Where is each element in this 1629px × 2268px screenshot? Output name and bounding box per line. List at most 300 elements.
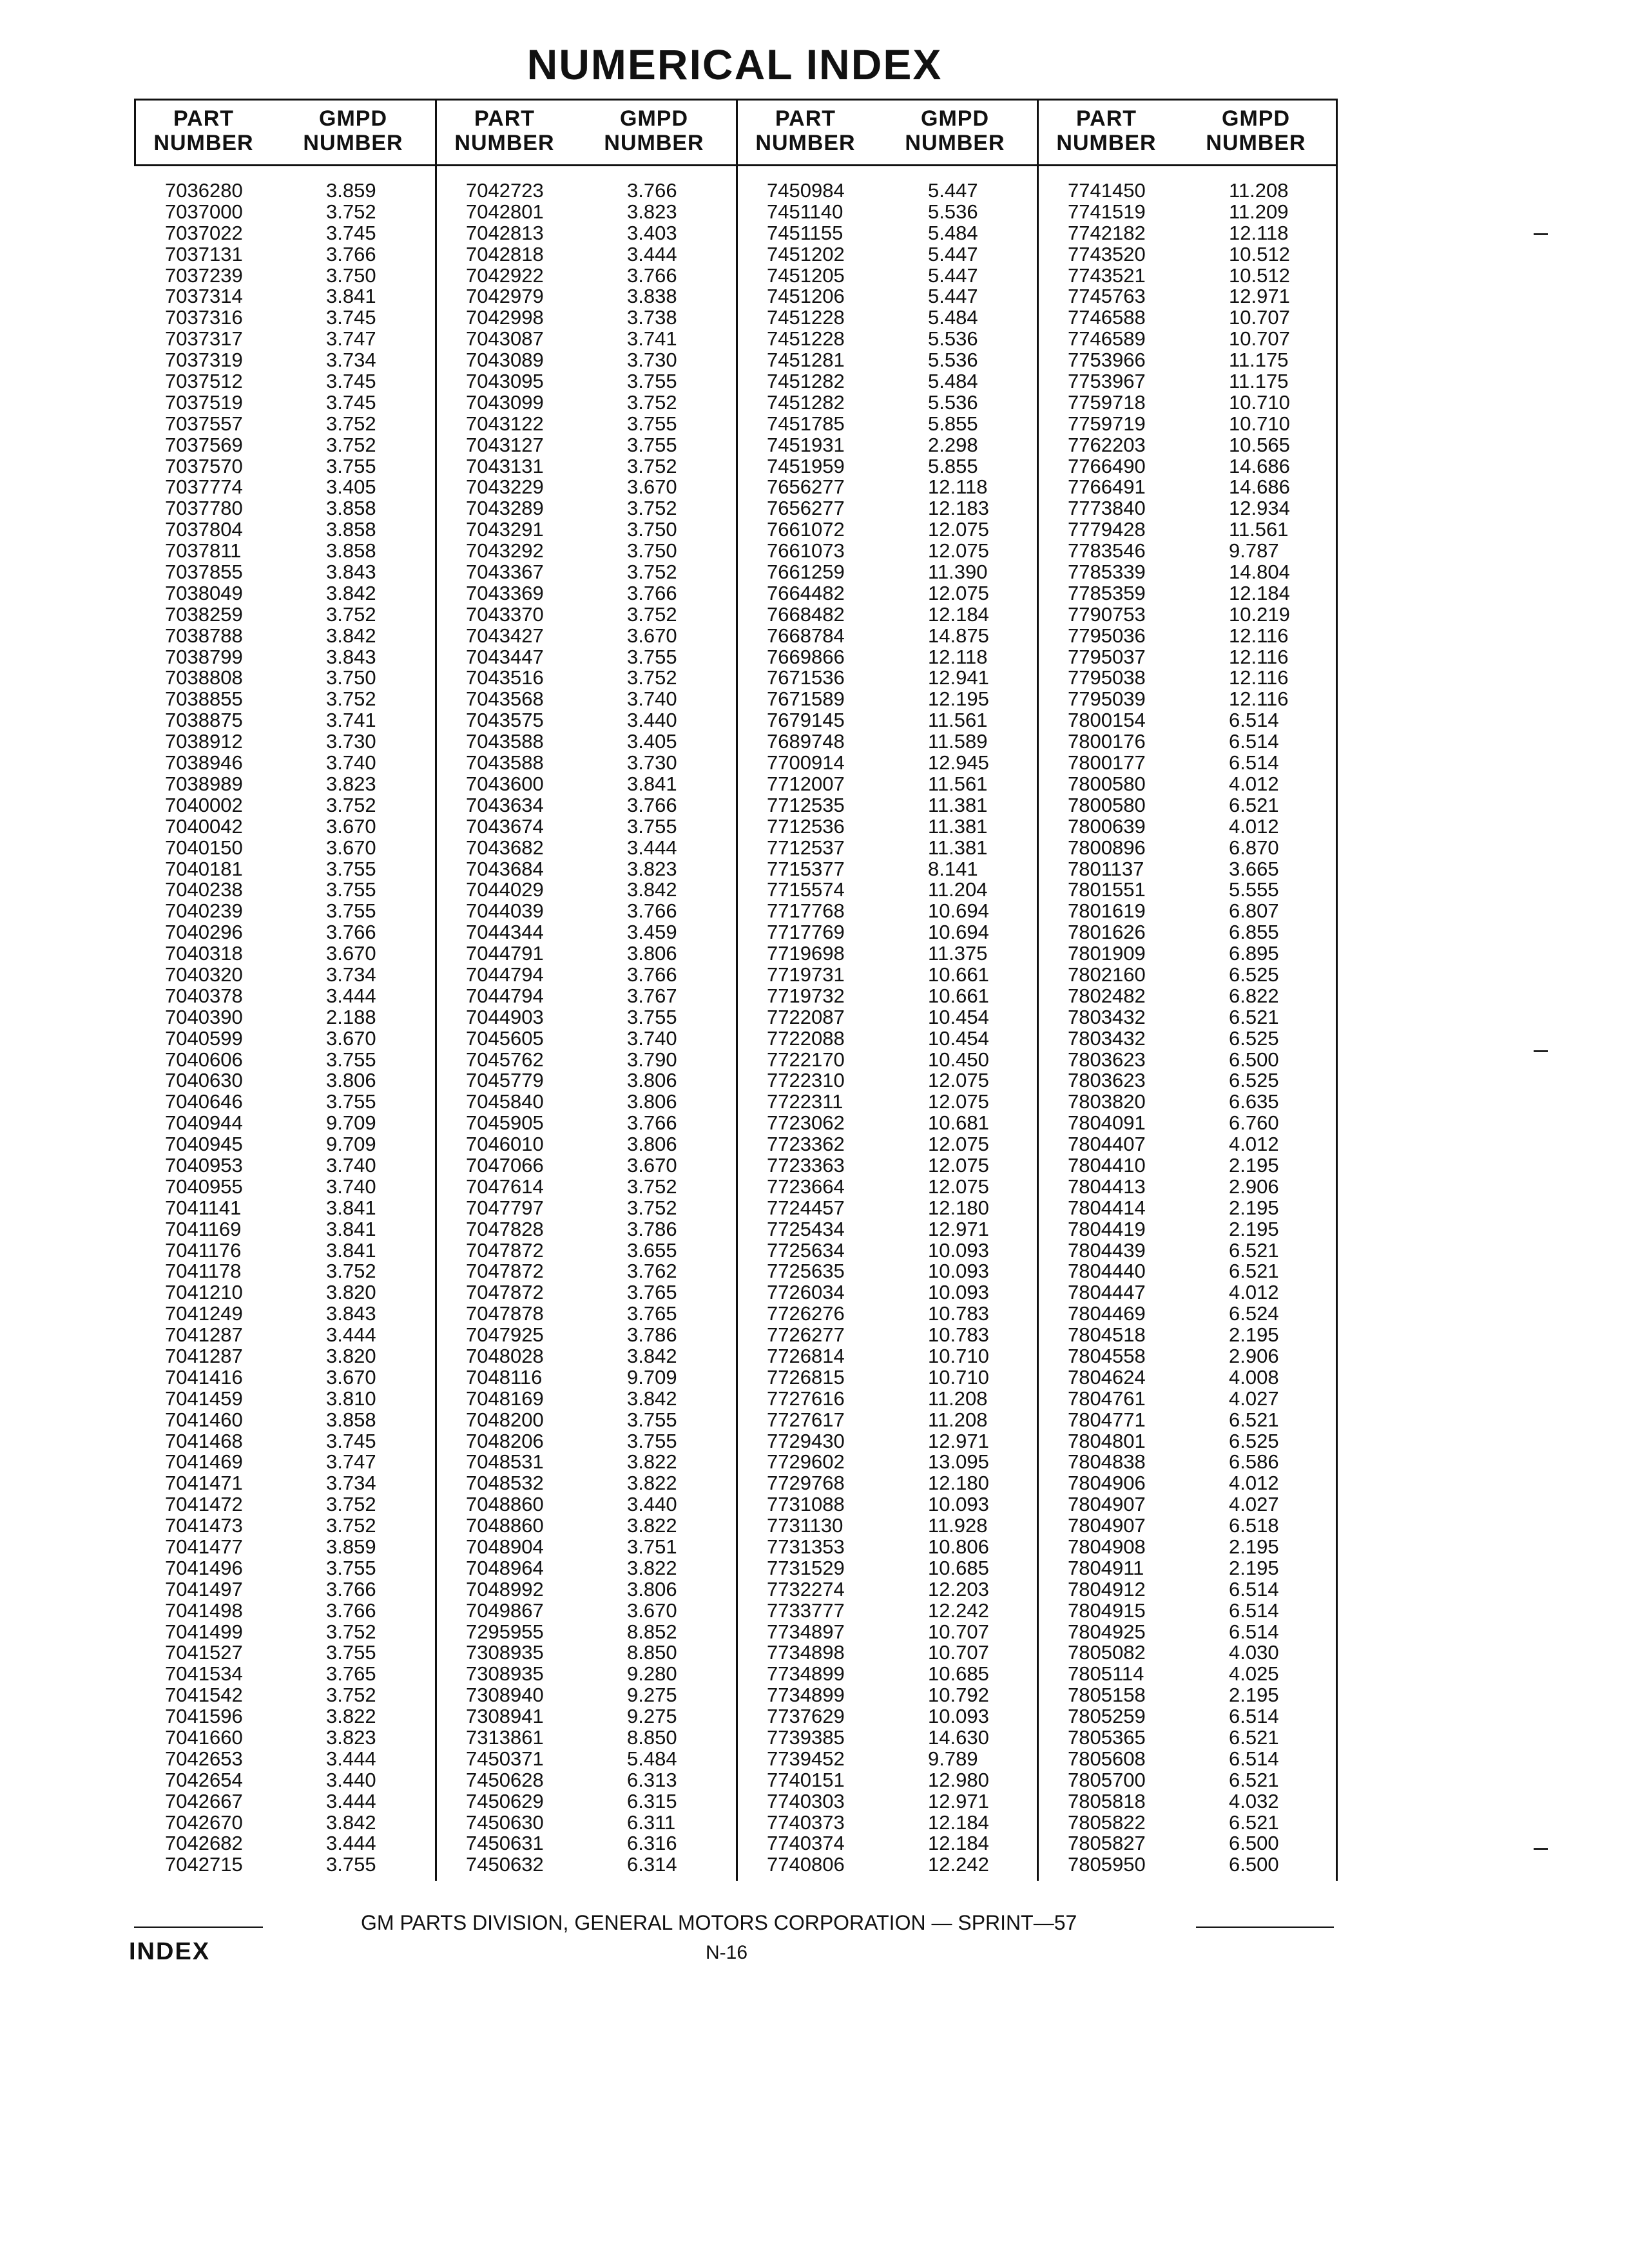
table-row (134, 1007, 435, 1028)
part-number: 7037774 (165, 476, 243, 499)
table-row (435, 626, 736, 647)
table-row (1037, 1579, 1338, 1600)
part-number: 7040606 (165, 1048, 243, 1071)
gmpd-number-header: GMPD NUMBER (303, 106, 403, 155)
gmpd-number: 6.760 (1229, 1111, 1279, 1135)
part-number: 7048860 (466, 1514, 544, 1537)
gmpd-number: 3.823 (627, 200, 677, 223)
part-number: 7451202 (767, 242, 845, 265)
column-rows (736, 180, 1037, 1876)
gmpd-number: 11.381 (928, 836, 988, 859)
gmpd-number: 6.635 (1229, 1090, 1279, 1113)
table-row (134, 1198, 435, 1219)
gmpd-number: 11.561 (1229, 518, 1289, 541)
gmpd-number: 6.500 (1229, 1832, 1279, 1855)
table-row (1037, 1452, 1338, 1473)
part-number: 7804414 (1068, 1196, 1146, 1219)
gmpd-number: 10.219 (1229, 602, 1290, 626)
gmpd-number: 2.195 (1229, 1196, 1279, 1219)
table-row (736, 1367, 1037, 1389)
table-row (134, 562, 435, 583)
gmpd-number: 3.444 (326, 1747, 376, 1770)
gmpd-number: 6.521 (1229, 1005, 1279, 1028)
gmpd-number: 10.694 (928, 921, 989, 944)
gmpd-number: 3.741 (627, 327, 677, 351)
part-number: 7671589 (767, 687, 845, 711)
gmpd-number: 3.766 (326, 1577, 376, 1600)
part-number: 7043229 (466, 476, 544, 499)
gmpd-number: 3.670 (326, 1365, 376, 1389)
table-row (1037, 1749, 1338, 1770)
part-number: 7766490 (1068, 454, 1146, 477)
gmpd-number: 12.075 (928, 581, 989, 604)
part-number: 7450630 (466, 1811, 544, 1834)
gmpd-number: 12.184 (1229, 581, 1290, 604)
part-number: 7731529 (767, 1556, 845, 1579)
gmpd-number: 3.741 (326, 709, 376, 732)
table-row (736, 244, 1037, 265)
part-number: 7041459 (165, 1387, 243, 1410)
part-number: 7661073 (767, 539, 845, 562)
table-row (1037, 1558, 1338, 1579)
gmpd-number: 3.767 (627, 984, 677, 1007)
part-number: 7801626 (1068, 921, 1146, 944)
gmpd-number: 3.766 (326, 1599, 376, 1622)
table-row (134, 1346, 435, 1367)
part-number: 7037570 (165, 454, 243, 477)
gmpd-number: 3.734 (326, 963, 376, 986)
table-row (736, 816, 1037, 838)
table-row (736, 1113, 1037, 1134)
gmpd-number: 10.512 (1229, 264, 1290, 287)
gmpd-number: 12.203 (928, 1577, 989, 1600)
part-number: 7783546 (1068, 539, 1146, 562)
part-number: 7295955 (466, 1620, 544, 1643)
part-number: 7726815 (767, 1365, 845, 1389)
table-row (435, 1833, 736, 1854)
table-row (134, 223, 435, 244)
gmpd-number: 8.850 (627, 1726, 677, 1749)
table-row (134, 1812, 435, 1834)
table-row (134, 180, 435, 202)
table-row (134, 265, 435, 287)
table-row (134, 689, 435, 710)
part-number: 7046010 (466, 1133, 544, 1156)
part-number: 7037855 (165, 561, 243, 584)
gmpd-number: 3.752 (627, 561, 677, 584)
footer-corporation: GM PARTS DIVISION, GENERAL MOTORS CORPORATION — SPRINT—57 (361, 1911, 1077, 1934)
gmpd-number: 3.766 (627, 793, 677, 816)
gmpd-number: 3.843 (326, 1302, 376, 1325)
part-number: 7804838 (1068, 1450, 1146, 1474)
gmpd-number: 3.806 (627, 1577, 677, 1600)
part-number: 7712007 (767, 772, 845, 795)
part-number: 7804413 (1068, 1175, 1146, 1198)
table-row (736, 1410, 1037, 1431)
gmpd-number: 10.783 (928, 1323, 989, 1347)
gmpd-number: 11.175 (1229, 349, 1289, 372)
gmpd-number-header: GMPD NUMBER (1206, 106, 1306, 155)
gmpd-number: 12.184 (928, 602, 989, 626)
gmpd-number: 3.806 (627, 1090, 677, 1113)
gmpd-number: 12.945 (928, 751, 989, 774)
table-row (134, 307, 435, 329)
table-row (435, 541, 736, 562)
table-row (134, 1070, 435, 1091)
table-row (736, 1261, 1037, 1282)
gmpd-number: 6.316 (627, 1832, 677, 1855)
gmpd-number: 3.405 (627, 730, 677, 753)
table-row (736, 1558, 1037, 1579)
gmpd-number: 12.118 (928, 476, 988, 499)
gmpd-number: 2.195 (1229, 1153, 1279, 1177)
table-row (736, 265, 1037, 287)
gmpd-number: 9.787 (1229, 539, 1279, 562)
gmpd-number: 2.188 (326, 1005, 376, 1028)
table-row (435, 1134, 736, 1155)
gmpd-number: 3.765 (326, 1662, 376, 1686)
part-number: 7043131 (466, 454, 544, 477)
gmpd-number: 12.971 (928, 1429, 989, 1452)
gmpd-number: 3.858 (326, 497, 376, 520)
part-number: 7804912 (1068, 1577, 1146, 1600)
table-row (134, 753, 435, 774)
part-number: 7804906 (1068, 1472, 1146, 1495)
table-row (736, 541, 1037, 562)
part-number: 7037811 (165, 539, 242, 562)
gmpd-number: 12.195 (928, 687, 989, 711)
part-number: 7041477 (165, 1535, 243, 1558)
part-number: 7727616 (767, 1387, 845, 1410)
table-row (134, 1833, 435, 1854)
gmpd-number: 9.275 (627, 1705, 677, 1728)
gmpd-number: 12.971 (1229, 285, 1290, 308)
part-number: 7038799 (165, 645, 243, 668)
gmpd-number: 9.275 (627, 1684, 677, 1707)
part-number: 7742182 (1068, 221, 1146, 244)
part-number: 7717769 (767, 921, 845, 944)
table-row (435, 329, 736, 350)
gmpd-number: 3.766 (627, 264, 677, 287)
table-row (1037, 1664, 1338, 1685)
table-row (134, 986, 435, 1007)
part-number: 7040239 (165, 899, 243, 923)
part-number: 7804907 (1068, 1514, 1146, 1537)
part-number: 7726814 (767, 1344, 845, 1367)
table-row (1037, 541, 1338, 562)
table-row (134, 795, 435, 816)
gmpd-number: 12.116 (1229, 666, 1289, 689)
part-number: 7719732 (767, 984, 845, 1007)
table-row (1037, 838, 1338, 859)
gmpd-number: 3.670 (326, 836, 376, 859)
gmpd-number: 3.765 (627, 1281, 677, 1304)
gmpd-number: 3.752 (627, 1175, 677, 1198)
part-number: 7042654 (165, 1768, 243, 1791)
table-row (435, 1854, 736, 1876)
table-row (134, 859, 435, 880)
table-row (1037, 1282, 1338, 1303)
table-row (435, 1452, 736, 1473)
part-number: 7734898 (767, 1641, 845, 1664)
part-number: 7795039 (1068, 687, 1146, 711)
part-number: 7801551 (1068, 878, 1146, 901)
part-number: 7048028 (466, 1344, 544, 1367)
table-row (134, 816, 435, 838)
table-row (736, 414, 1037, 435)
part-number: 7805827 (1068, 1832, 1146, 1855)
table-row (736, 1473, 1037, 1494)
gmpd-number: 3.766 (627, 179, 677, 202)
gmpd-number: 5.484 (928, 370, 978, 393)
table-row (1037, 435, 1338, 456)
gmpd-number: 10.710 (1229, 412, 1290, 435)
gmpd-number: 6.586 (1229, 1450, 1279, 1474)
gmpd-number: 6.500 (1229, 1048, 1279, 1071)
part-number: 7041472 (165, 1493, 243, 1516)
table-row (1037, 1113, 1338, 1134)
gmpd-number: 3.752 (326, 433, 376, 456)
part-number: 7801619 (1068, 899, 1146, 923)
part-number: 7729768 (767, 1472, 845, 1495)
gmpd-number: 12.075 (928, 518, 989, 541)
table-row (736, 477, 1037, 498)
gmpd-number: 3.755 (627, 645, 677, 668)
table-row (435, 180, 736, 202)
part-number: 7038259 (165, 602, 243, 626)
part-number: 7805950 (1068, 1853, 1146, 1876)
table-row (134, 1219, 435, 1240)
part-number: 7804410 (1068, 1153, 1146, 1177)
table-row (435, 1473, 736, 1494)
table-row (736, 1091, 1037, 1113)
gmpd-number: 12.971 (928, 1789, 989, 1812)
gmpd-number: 3.670 (627, 1599, 677, 1622)
table-row (134, 1028, 435, 1050)
gmpd-number: 6.315 (627, 1789, 677, 1812)
part-number: 7746588 (1068, 306, 1146, 329)
gmpd-number: 12.118 (1229, 221, 1289, 244)
column-group-4 (1037, 99, 1338, 1876)
gmpd-number: 12.971 (928, 1217, 989, 1240)
table-row (435, 1685, 736, 1706)
gmpd-number: 10.710 (928, 1365, 989, 1389)
gmpd-number: 3.752 (326, 1514, 376, 1537)
table-row (134, 1177, 435, 1198)
gmpd-number: 3.745 (326, 370, 376, 393)
table-row (736, 1028, 1037, 1050)
part-number: 7804801 (1068, 1429, 1146, 1452)
table-row (435, 965, 736, 986)
table-row (736, 1749, 1037, 1770)
gmpd-number: 6.500 (1229, 1853, 1279, 1876)
part-number: 7731088 (767, 1493, 845, 1516)
table-row (1037, 1812, 1338, 1834)
part-number: 7048964 (466, 1556, 544, 1579)
table-row (1037, 668, 1338, 689)
table-row (435, 1515, 736, 1537)
part-number: 7805114 (1068, 1662, 1144, 1686)
gmpd-number: 3.755 (326, 857, 376, 880)
table-row (736, 1177, 1037, 1198)
table-row (736, 1833, 1037, 1854)
gmpd-number: 10.707 (1229, 306, 1290, 329)
part-number: 7656277 (767, 476, 845, 499)
part-number: 7043087 (466, 327, 544, 351)
part-number: 7047872 (466, 1238, 544, 1262)
table-row (1037, 392, 1338, 414)
table-row (736, 1282, 1037, 1303)
table-row (736, 1537, 1037, 1558)
gmpd-number: 5.484 (928, 306, 978, 329)
part-number: 7043122 (466, 412, 544, 435)
table-row (1037, 943, 1338, 965)
part-number: 7041534 (165, 1662, 243, 1686)
part-number: 7451155 (767, 221, 843, 244)
part-number: 7048531 (466, 1450, 544, 1474)
gmpd-number: 3.405 (326, 476, 376, 499)
gmpd-number: 12.242 (928, 1853, 989, 1876)
table-row (435, 1600, 736, 1622)
gmpd-number: 3.752 (627, 1196, 677, 1219)
gmpd-number: 3.752 (627, 390, 677, 414)
table-row (736, 456, 1037, 477)
table-row (435, 1642, 736, 1664)
table-row (1037, 859, 1338, 880)
gmpd-number: 6.514 (1229, 1705, 1279, 1728)
gmpd-number: 3.755 (627, 1429, 677, 1452)
part-number: 7044029 (466, 878, 544, 901)
gmpd-number: 3.790 (627, 1048, 677, 1071)
gmpd-number: 3.670 (627, 1153, 677, 1177)
part-number: 7804925 (1068, 1620, 1146, 1643)
column-header (134, 99, 435, 166)
gmpd-number: 10.454 (928, 1005, 989, 1028)
part-number: 7804911 (1068, 1556, 1144, 1579)
gmpd-number: 6.311 (627, 1811, 676, 1834)
gmpd-number: 3.859 (326, 179, 376, 202)
table-row (134, 1389, 435, 1410)
gmpd-number: 3.745 (326, 221, 376, 244)
part-number: 7047828 (466, 1217, 544, 1240)
gmpd-number: 8.852 (627, 1620, 677, 1643)
table-row (435, 1028, 736, 1050)
gmpd-number: 4.012 (1229, 1472, 1279, 1495)
part-number: 7803623 (1068, 1048, 1146, 1071)
gmpd-number: 6.514 (1229, 1577, 1279, 1600)
gmpd-number: 14.686 (1229, 476, 1290, 499)
table-row (435, 943, 736, 965)
table-row (1037, 562, 1338, 583)
part-number: 7041473 (165, 1514, 243, 1537)
table-row (435, 922, 736, 943)
part-number: 7037000 (165, 200, 243, 223)
table-row (1037, 1706, 1338, 1727)
table-row (134, 1664, 435, 1685)
gmpd-number: 11.209 (1229, 200, 1289, 223)
gmpd-number: 6.521 (1229, 1811, 1279, 1834)
part-number: 7802160 (1068, 963, 1146, 986)
table-row (134, 1558, 435, 1579)
part-number: 7047614 (466, 1175, 544, 1198)
table-row (435, 1622, 736, 1643)
table-row (435, 901, 736, 922)
part-number: 7041176 (165, 1238, 242, 1262)
part-number: 7805365 (1068, 1726, 1146, 1749)
part-number: 7451228 (767, 327, 845, 351)
table-row (134, 202, 435, 223)
part-number: 7722311 (767, 1090, 843, 1113)
gmpd-number: 4.025 (1229, 1662, 1279, 1686)
gmpd-number: 3.440 (627, 1493, 677, 1516)
gmpd-number: 3.822 (627, 1450, 677, 1474)
table-row (435, 265, 736, 287)
gmpd-number: 10.783 (928, 1302, 989, 1325)
table-row (1037, 329, 1338, 350)
margin-mark (1534, 1050, 1548, 1052)
gmpd-number: 14.804 (1229, 561, 1290, 584)
table-row (435, 1367, 736, 1389)
table-row (736, 731, 1037, 753)
gmpd-number: 3.444 (627, 242, 677, 265)
gmpd-number: 3.858 (326, 1408, 376, 1431)
gmpd-number: 3.752 (326, 412, 376, 435)
part-number: 7037314 (165, 285, 243, 308)
gmpd-number: 3.755 (326, 1090, 376, 1113)
gmpd-number: 3.752 (326, 1684, 376, 1707)
gmpd-number: 3.440 (627, 709, 677, 732)
table-row (1037, 986, 1338, 1007)
table-row (1037, 477, 1338, 498)
part-number: 7044794 (466, 963, 544, 986)
part-number: 7805259 (1068, 1705, 1146, 1728)
part-number: 7043588 (466, 751, 544, 774)
part-number: 7040944 (165, 1111, 243, 1135)
gmpd-number: 3.823 (627, 857, 677, 880)
part-number: 7048904 (466, 1535, 544, 1558)
gmpd-number: 13.095 (928, 1450, 989, 1474)
table-row (736, 1770, 1037, 1791)
index-table (134, 99, 1338, 1881)
table-row (134, 1854, 435, 1876)
part-number: 7450628 (466, 1768, 544, 1791)
part-number: 7450984 (767, 179, 845, 202)
gmpd-number: 3.747 (326, 327, 376, 351)
part-number: 7041499 (165, 1620, 243, 1643)
gmpd-number: 4.008 (1229, 1365, 1279, 1389)
gmpd-number: 11.381 (928, 793, 988, 816)
part-number: 7043682 (466, 836, 544, 859)
part-number: 7041249 (165, 1302, 243, 1325)
table-row (134, 477, 435, 498)
gmpd-number: 6.313 (627, 1768, 677, 1791)
part-number: 7040002 (165, 793, 243, 816)
gmpd-number: 3.843 (326, 561, 376, 584)
gmpd-number: 14.630 (928, 1726, 989, 1749)
gmpd-number: 12.075 (928, 539, 989, 562)
table-row (736, 435, 1037, 456)
gmpd-number: 3.670 (326, 942, 376, 965)
table-row (736, 1685, 1037, 1706)
gmpd-number: 3.765 (627, 1302, 677, 1325)
gmpd-number: 2.906 (1229, 1344, 1279, 1367)
gmpd-number: 3.752 (326, 1620, 376, 1643)
part-number: 7725635 (767, 1260, 845, 1283)
table-row (134, 668, 435, 689)
table-row (1037, 1155, 1338, 1177)
gmpd-number: 14.875 (928, 624, 989, 647)
part-number: 7043447 (466, 645, 544, 668)
